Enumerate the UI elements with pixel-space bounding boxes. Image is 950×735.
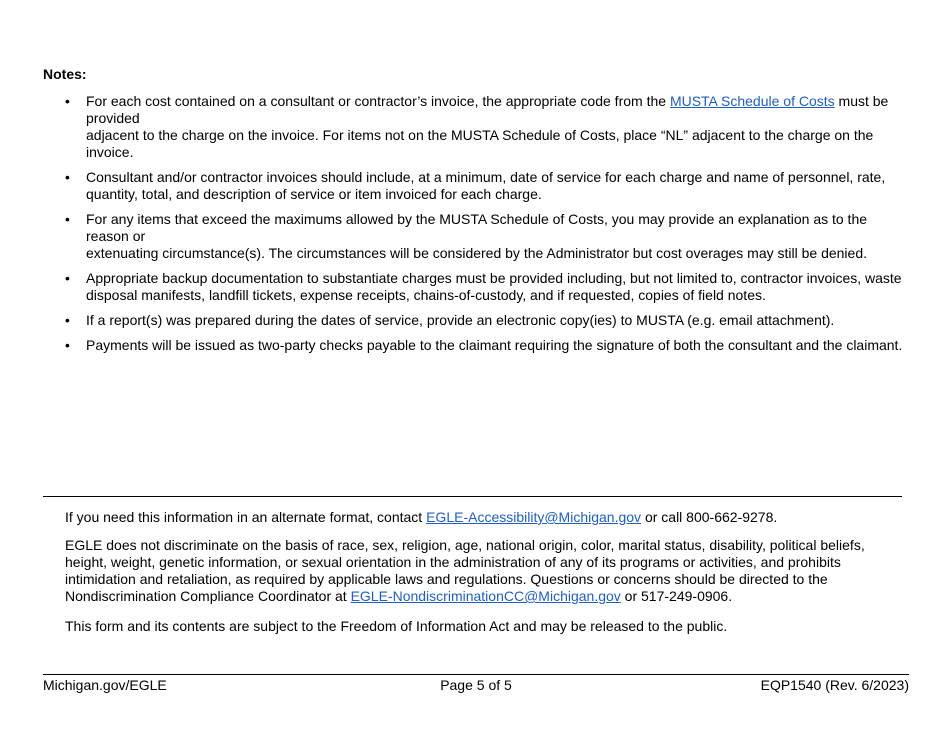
list-item: • If a report(s) was prepared during the dates of service, provide an electronic copy(ies) to MUSTA (e.g. email attachment). <box>86 312 911 329</box>
page-number: Page 5 of 5 <box>440 677 512 693</box>
note-line: • For any items that exceed the maximums allowed by the MUSTA Schedule of Costs, you may provide an explanation as to the reason or <box>86 211 868 244</box>
note-line: adjacent to the charge on the invoice. For items not on the MUSTA Schedule of Costs, place “NL” adjacent to the charge on the invoice. <box>86 127 874 160</box>
list-item <box>86 93 911 161</box>
foia-notice: This form and its contents are subject to the Freedom of Information Act and may be released to the public. <box>65 618 728 634</box>
notes-heading: Notes: <box>43 66 87 82</box>
musta-schedule-link[interactable]: MUSTA Schedule of Costs <box>669 93 835 109</box>
footer-divider <box>43 496 902 497</box>
note-text: must be provided <box>86 93 889 126</box>
form-id: EQP1540 (Rev. 6/2023) <box>760 677 909 693</box>
nondiscrimination-notice <box>65 537 905 605</box>
page-footer <box>43 677 909 695</box>
nondiscrimination-text: EGLE does not discriminate on the basis of race, sex, religion, age, national origin, color, marital status, disability, political beliefs, height, weight, genetic information, or sexual orientation in the administration of any of its programs or activities, and prohibits intimidation and retaliation, as required by applicable laws and regulations. Questions or concerns should be directed to the Nondiscrimination Compliance Coordinator at <box>65 537 865 604</box>
accessibility-notice <box>65 509 905 526</box>
footer-website: Michigan.gov/EGLE <box>43 677 167 693</box>
note-text: For each cost contained on a consultant or contractor’s invoice, the appropriate code from the <box>86 93 670 109</box>
note-line: extenuating circumstance(s). The circumstances will be considered by the Administrator but cost overages may still be denied. <box>86 245 867 261</box>
accessibility-phone-text: or call 800-662-9278. <box>641 509 778 525</box>
list-item <box>86 211 911 262</box>
nondiscrimination-phone-text: or 517-249-0906. <box>620 588 733 604</box>
list-item: • Appropriate backup documentation to substantiate charges must be provided including, but not limited to, contractor invoices, waste disposal manifests, landfill tickets, expense receipts, chains-of-custody, and if requested, copies of field notes. <box>86 270 911 304</box>
list-item: • Consultant and/or contractor invoices should include, at a minimum, date of service for each charge and name of personnel, rate, quantity, total, and description of service or item invoiced for each charge. <box>86 169 911 203</box>
accessibility-email-link[interactable]: EGLE-Accessibility@Michigan.gov <box>426 509 642 525</box>
notes-list <box>86 93 911 362</box>
nondiscrimination-email-link[interactable]: EGLE-NondiscriminationCC@Michigan.gov <box>350 588 621 604</box>
accessibility-text: If you need this information in an alternate format, contact <box>65 509 427 525</box>
note-line <box>86 93 911 127</box>
page-footer-divider <box>43 674 909 675</box>
list-item: • Payments will be issued as two-party checks payable to the claimant requiring the signature of both the consultant and the claimant. <box>86 337 911 354</box>
